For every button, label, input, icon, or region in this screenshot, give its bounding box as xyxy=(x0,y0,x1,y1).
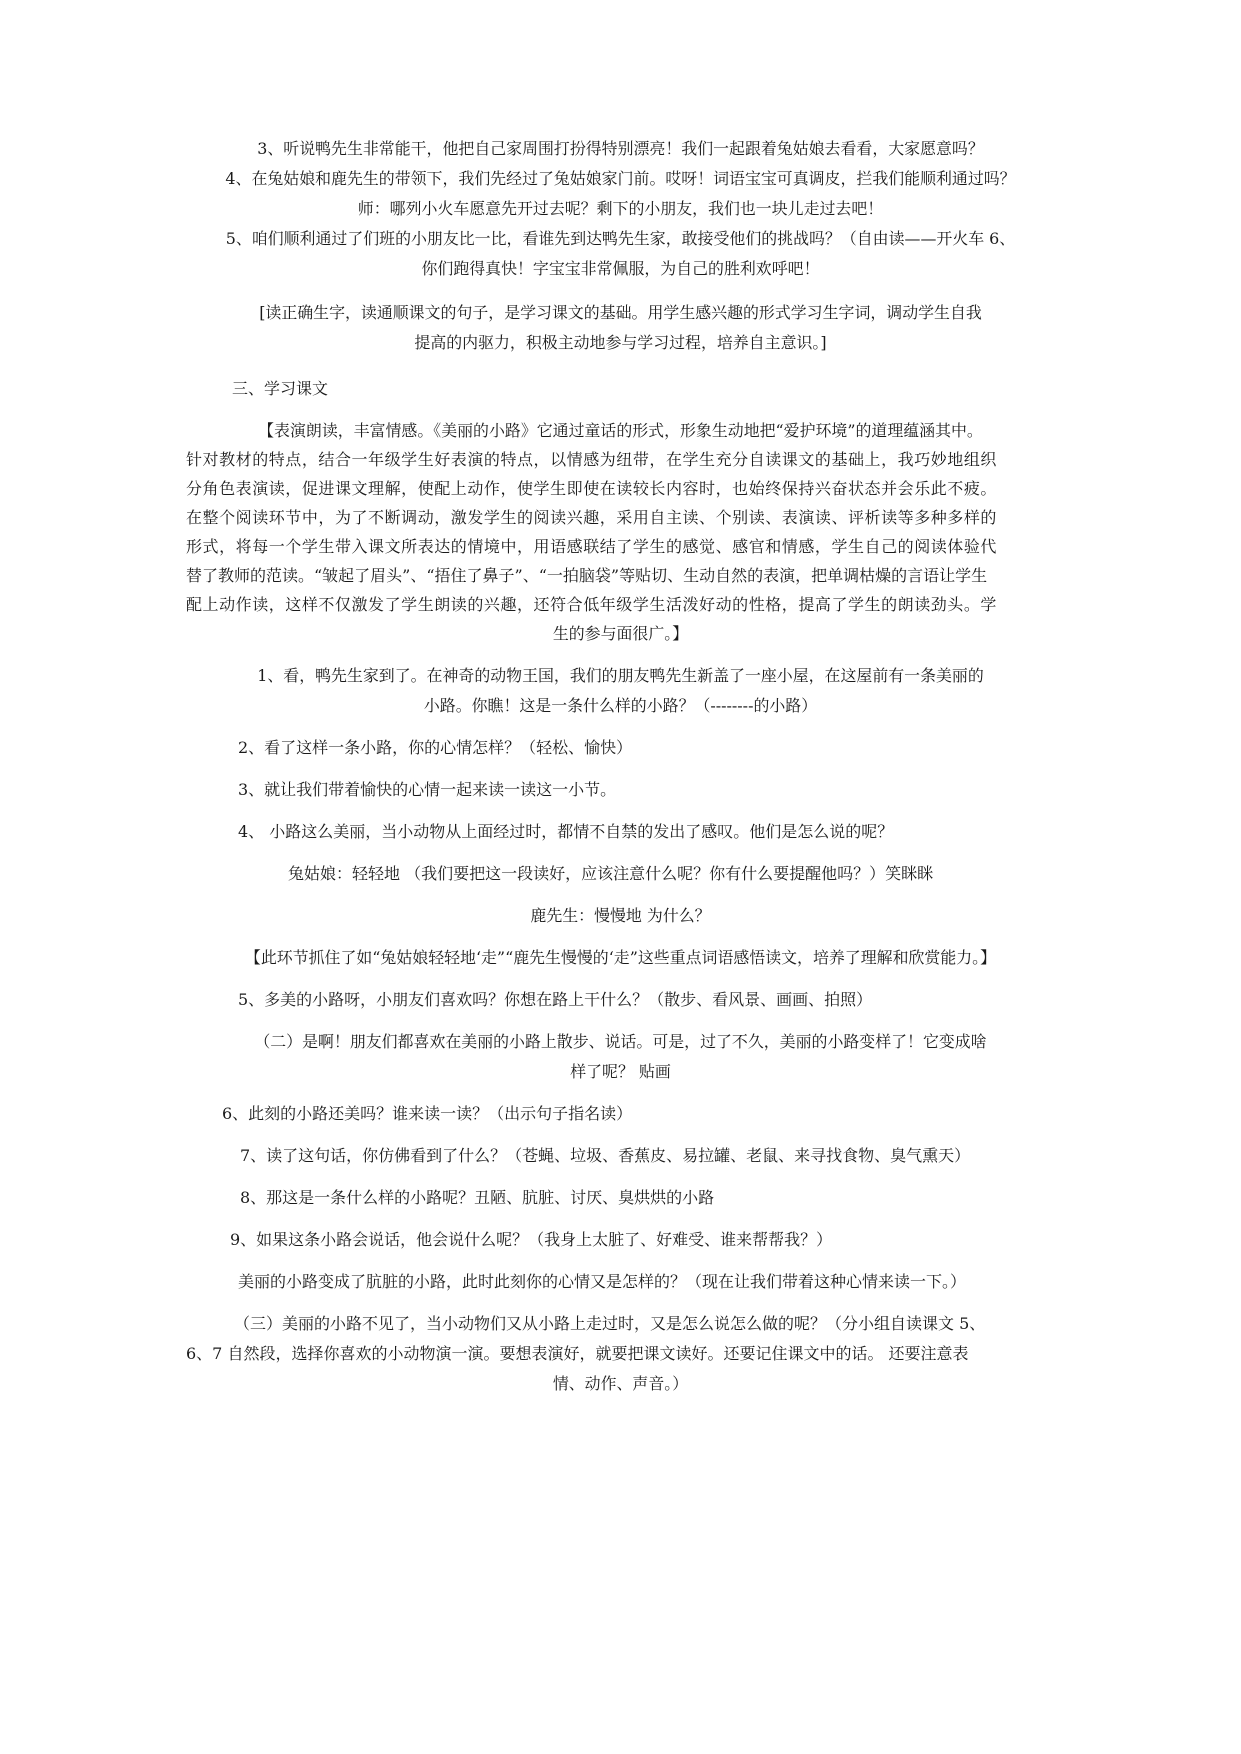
paragraph-line: 形式，将每一个学生带入课文所表达的情境中，用语感联结了学生的感觉、感官和情感，学生自己的阅读体验代 xyxy=(186,537,997,556)
paragraph-line: 6、7 自然段，选择你喜欢的小动物演一演。要想表演好，就要把课文读好。还要记住课文中的话。 还要注意表 xyxy=(186,1344,969,1363)
paragraph-line: 5、咱们顺利通过了们班的小朋友比一比，看谁先到达鸭先生家，敢接受他们的挑战吗？（自由读——开火车 6、 xyxy=(225,229,1016,248)
paragraph-line: 师：哪列小火车愿意先开过去呢？剩下的小朋友，我们也一块儿走过去吧！ xyxy=(357,199,884,218)
paragraph-line: 3、就让我们带着愉快的心情一起来读一读这一小节。 xyxy=(238,780,617,799)
paragraph-line: 兔姑娘：轻轻地 （我们要把这一段读好，应该注意什么呢？你有什么要提醒他吗？）笑眯眯 xyxy=(288,864,934,883)
paragraph-line: 鹿先生：慢慢地 为什么？ xyxy=(530,906,711,925)
paragraph-line: 【表演朗读，丰富情感。《美丽的小路》它通过童话的形式，形象生动地把“爱护环境”的道理蕴涵其中。 xyxy=(258,421,983,440)
paragraph-line: （三）美丽的小路不见了，当小动物们又从小路上走过时，又是怎么说怎么做的呢？（分小组自读课文 5、 xyxy=(234,1314,986,1333)
paragraph-line: 7、读了这句话，你仿佛看到了什么？（苍蝇、垃圾、香蕉皮、易拉罐、老鼠、来寻找食物、臭气熏天） xyxy=(240,1146,971,1165)
paragraph-line: 样了呢？ 贴画 xyxy=(570,1062,671,1081)
paragraph-line: 8、那这是一条什么样的小路呢？丑陋、肮脏、讨厌、臭烘烘的小路 xyxy=(240,1188,715,1207)
paragraph-line: 分角色表演读，促进课文理解，使配上动作，使学生即使在读较长内容时，也始终保持兴奋状态并会乐此不疲。 xyxy=(186,479,997,498)
paragraph-line: 4、 小路这么美丽，当小动物从上面经过时，都情不自禁的发出了感叹。他们是怎么说的呢？ xyxy=(238,822,894,841)
paragraph-line: 针对教材的特点，结合一年级学生好表演的特点，以情感为纽带，在学生充分自读课文的基础上，我巧妙地组织 xyxy=(186,450,997,469)
paragraph-line: 【此环节抓住了如“兔姑娘轻轻地‘走”“鹿先生慢慢的‘走”这些重点词语感悟读文，培养了理解和欣赏能力。】 xyxy=(244,948,997,967)
paragraph-line: 9、如果这条小路会说话，他会说什么呢？（我身上太脏了、好难受、谁来帮帮我？） xyxy=(230,1230,833,1249)
paragraph-line: 配上动作读，这样不仅激发了学生朗读的兴趣，还符合低年级学生活泼好动的性格，提高了学生的朗读劲头。学 xyxy=(186,595,997,614)
paragraph-line: 在整个阅读环节中，为了不断调动，激发学生的阅读兴趣，采用自主读、个别读、表演读、评析读等多种多样的 xyxy=(186,508,997,527)
paragraph-line: 情、动作、声音。） xyxy=(552,1374,689,1393)
paragraph-line: 5、多美的小路呀，小朋友们喜欢吗？你想在路上干什么？（散步、看风景、画画、拍照） xyxy=(238,990,873,1009)
paragraph-line: （二）是啊！朋友们都喜欢在美丽的小路上散步、说话。可是，过了不久，美丽的小路变样了！它变成啥 xyxy=(254,1032,987,1051)
paragraph-line: 4、在兔姑娘和鹿先生的带领下，我们先经过了兔姑娘家门前。哎呀！词语宝宝可真调皮，拦我们能顺利通过吗？ xyxy=(225,169,1016,188)
paragraph-line: 1、看，鸭先生家到了。在神奇的动物王国，我们的朋友鸭先生新盖了一座小屋，在这屋前有一条美丽的 xyxy=(257,666,984,685)
paragraph-line: 2、看了这样一条小路，你的心情怎样？（轻松、愉快） xyxy=(238,738,633,757)
paragraph-line: 小路。你瞧！这是一条什么样的小路？（--------的小路） xyxy=(423,696,818,715)
paragraph-line: 你们跑得真快！字宝宝非常佩服，为自己的胜利欢呼吧！ xyxy=(421,259,820,278)
paragraph-line: [读正确生字，读通顺课文的句子，是学习课文的基础。用学生感兴趣的形式学习生字词，调动学生自我 xyxy=(259,303,982,322)
paragraph-line: 美丽的小路变成了肮脏的小路，此时此刻你的心情又是怎样的？（现在让我们带着这种心情来读一下。） xyxy=(238,1272,967,1291)
paragraph-line: 替了教师的范读。“皱起了眉头”、“捂住了鼻子”、“一拍脑袋”等贴切、生动自然的表演，把单调枯燥的言语让学生 xyxy=(186,566,988,585)
section-heading: 三、学习课文 xyxy=(232,379,329,398)
paragraph-line: 生的参与面很广。】 xyxy=(552,624,689,643)
paragraph-line: 3、听说鸭先生非常能干，他把自己家周围打扮得特别漂亮！我们一起跟着兔姑娘去看看，大家愿意吗？ xyxy=(257,139,984,158)
paragraph-line: 6、此刻的小路还美吗？谁来读一读？（出示句子指名读） xyxy=(222,1104,633,1123)
paragraph-line: 提高的内驱力，积极主动地参与学习过程，培养自主意识。] xyxy=(414,333,827,352)
